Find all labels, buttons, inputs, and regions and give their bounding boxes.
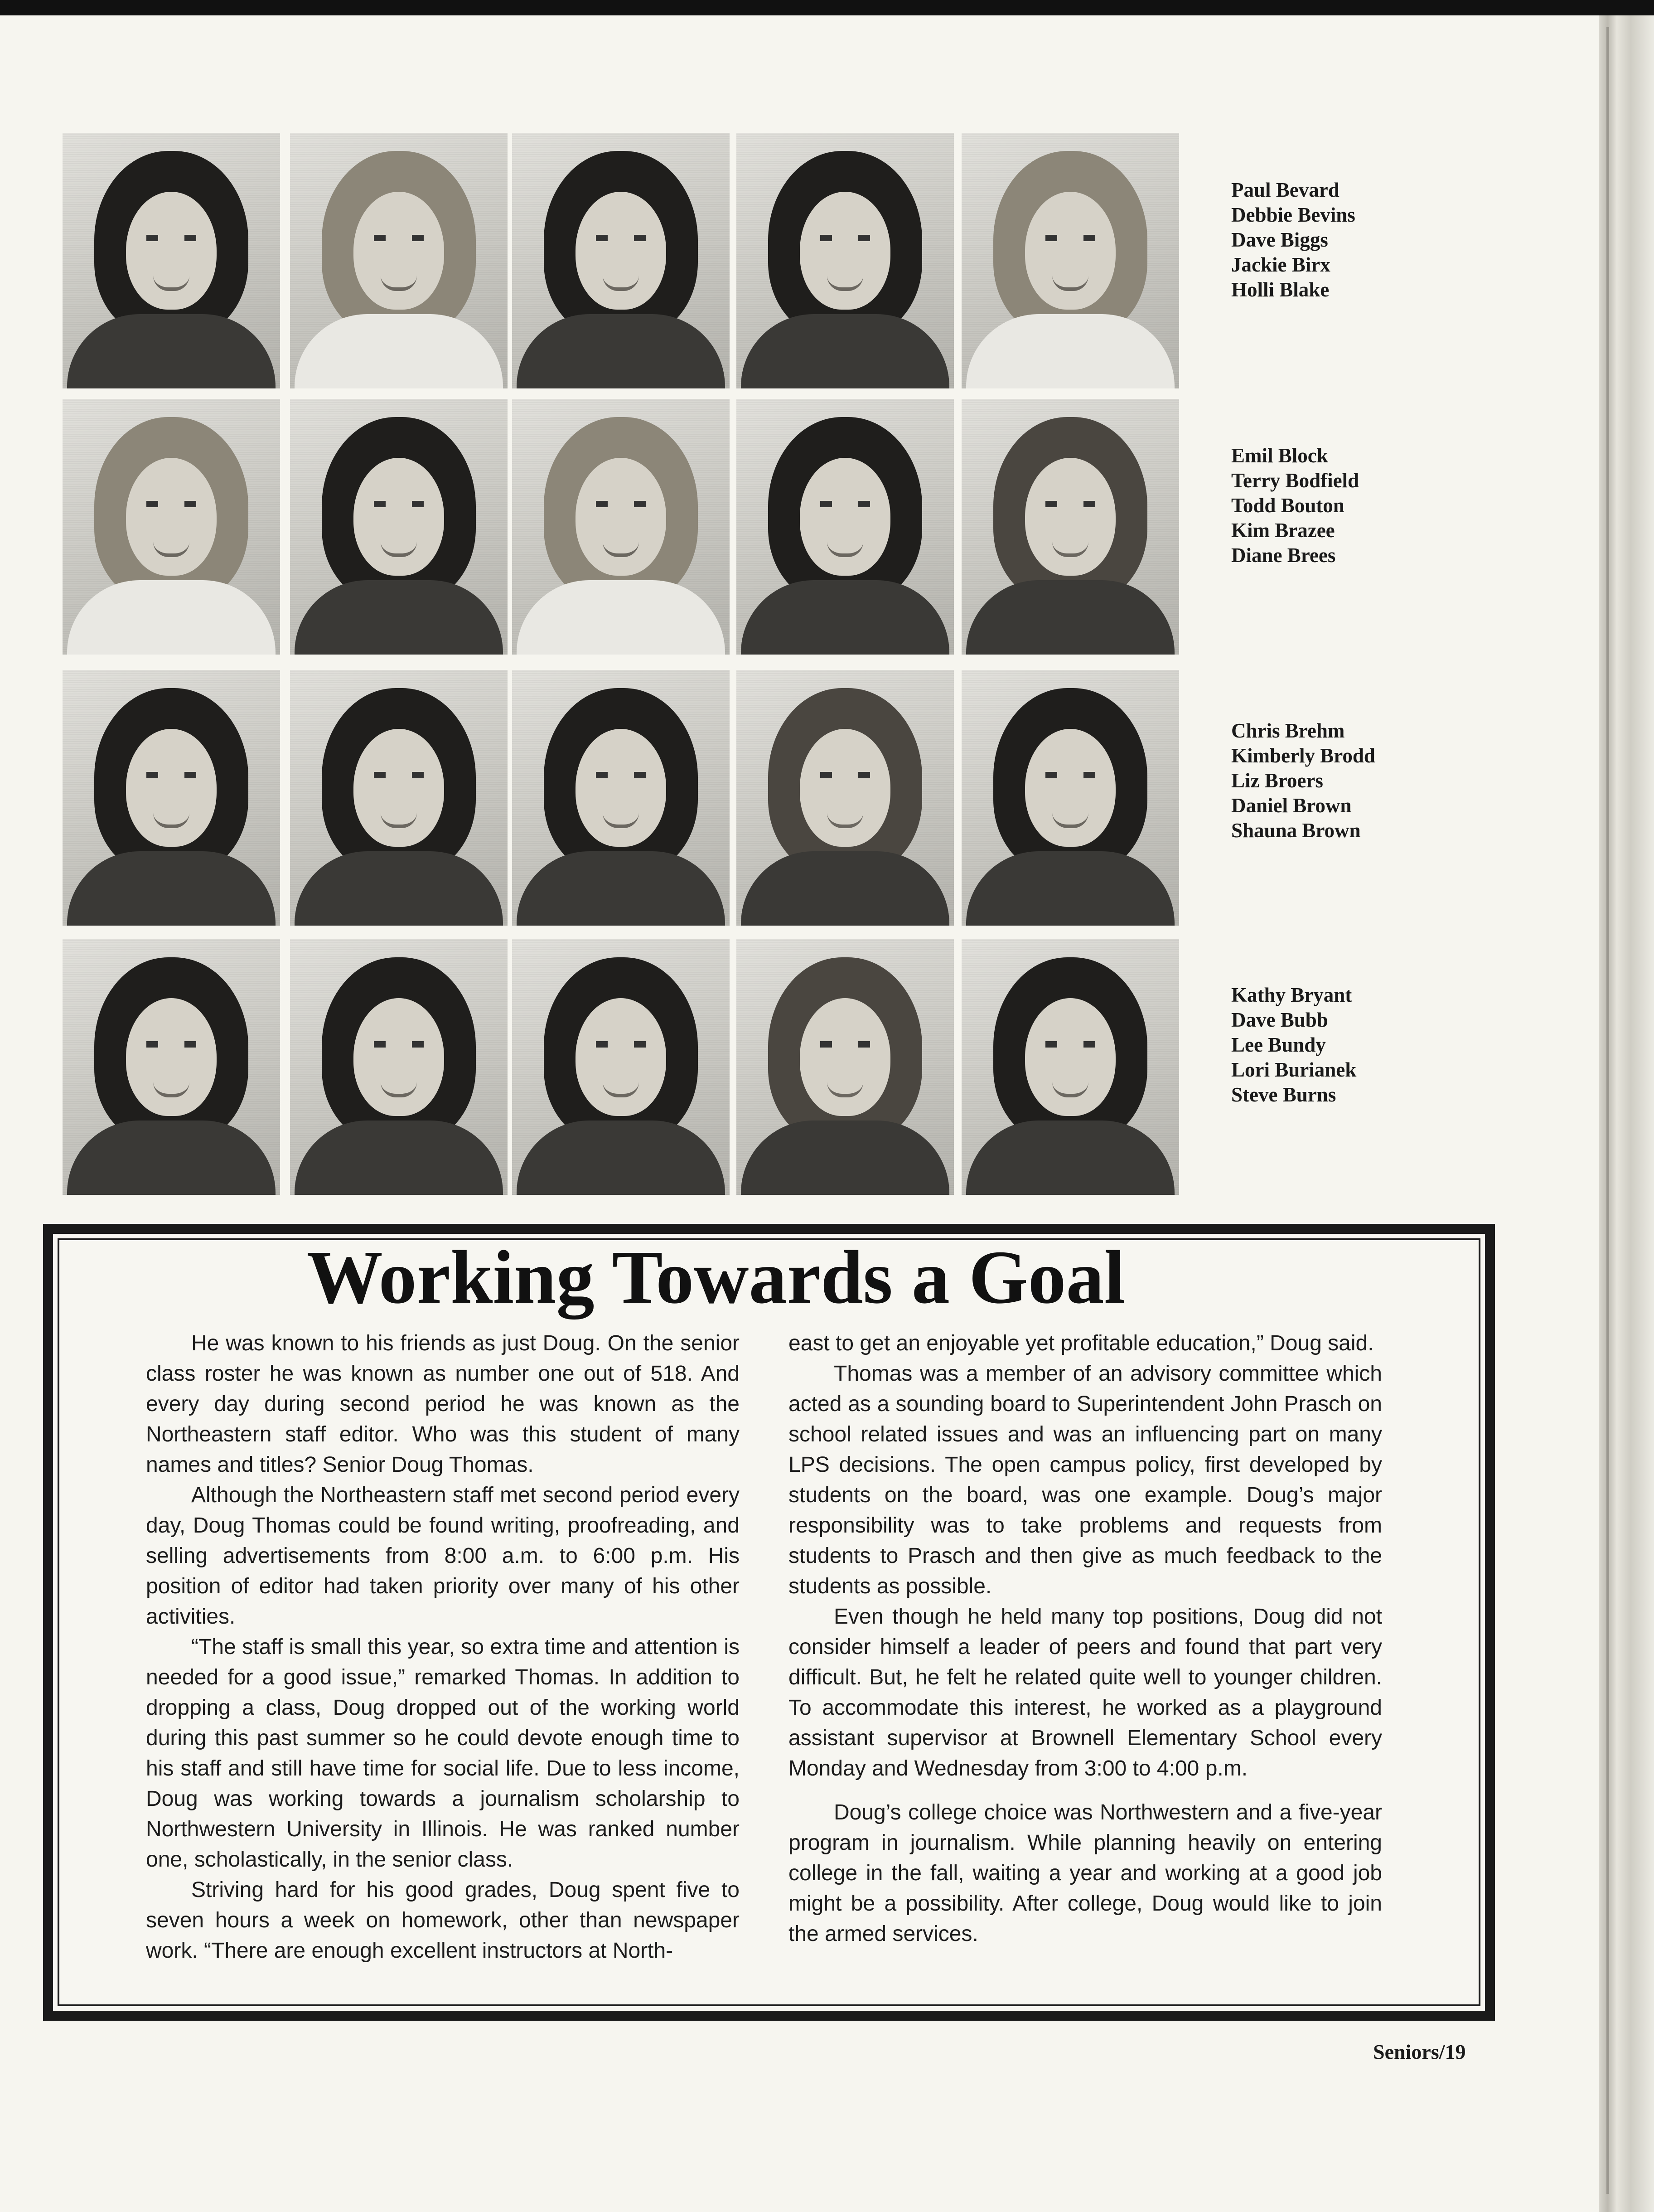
portrait-face bbox=[576, 192, 666, 310]
portrait-face bbox=[353, 458, 444, 576]
article-paragraph: Striving hard for his good grades, Doug spent five to seven hours a week on homework, other than newspaper work. “There are enough excellent instructors at North- bbox=[146, 1878, 740, 1963]
student-name: Kimberly Brodd bbox=[1231, 744, 1375, 767]
student-name: Lori Burianek bbox=[1231, 1058, 1357, 1081]
portrait-eyes bbox=[146, 501, 196, 507]
student-name: Emil Block bbox=[1231, 444, 1328, 467]
portrait-eyes bbox=[820, 501, 870, 507]
senior-portrait-photo bbox=[736, 670, 954, 926]
article-column-left bbox=[146, 1328, 740, 1966]
student-name: Kathy Bryant bbox=[1231, 984, 1352, 1006]
portrait-face bbox=[126, 458, 217, 576]
article-column-right bbox=[788, 1328, 1382, 1949]
senior-portrait-photo bbox=[63, 399, 280, 655]
senior-portrait-photo bbox=[63, 670, 280, 926]
portrait-face bbox=[576, 998, 666, 1116]
portrait-face bbox=[353, 998, 444, 1116]
student-name: Chris Brehm bbox=[1231, 719, 1345, 742]
portrait-eyes bbox=[146, 235, 196, 241]
senior-portrait-photo bbox=[736, 399, 954, 655]
student-name: Debbie Bevins bbox=[1231, 204, 1355, 226]
name-list-row-3 bbox=[1231, 718, 1375, 843]
portrait-eyes bbox=[374, 772, 424, 778]
portrait-face bbox=[576, 729, 666, 847]
portrait-face bbox=[800, 458, 890, 576]
portrait-face bbox=[1025, 458, 1116, 576]
portrait-eyes bbox=[1045, 235, 1095, 241]
senior-portrait-photo bbox=[512, 133, 730, 388]
senior-portrait-photo bbox=[290, 670, 508, 926]
portrait-eyes bbox=[374, 1041, 424, 1048]
senior-portrait-photo bbox=[63, 133, 280, 388]
portrait-face bbox=[126, 729, 217, 847]
portrait-eyes bbox=[1045, 1041, 1095, 1048]
article-paragraph: Even though he held many top positions, Doug did not consider himself a leader of peers and found that part very difficult. But, he felt he related quite well to younger children. To accommodate this interest, he worked as a playground assistant supervisor at Brownell Elementary School every Monday and Wednesday from 3:00 to 4:00 p.m. bbox=[788, 1605, 1382, 1780]
name-list-row-1 bbox=[1231, 178, 1355, 302]
student-name: Daniel Brown bbox=[1231, 794, 1352, 817]
article-paragraph: Although the Northeastern staff met second period every day, Doug Thomas could be found writing, proofreading, and selling advertisements from 8:00 a.m. to 6:00 p.m. His position of editor had taken priority over many of his other activities. bbox=[146, 1483, 740, 1629]
senior-portrait-photo bbox=[290, 939, 508, 1195]
portrait-eyes bbox=[596, 1041, 646, 1048]
name-list-row-4 bbox=[1231, 983, 1356, 1107]
binding-shadow bbox=[1606, 27, 1609, 2194]
student-name: Shauna Brown bbox=[1231, 819, 1361, 842]
portrait-eyes bbox=[374, 501, 424, 507]
portrait-face bbox=[1025, 998, 1116, 1116]
portrait-eyes bbox=[146, 772, 196, 778]
portrait-face bbox=[126, 998, 217, 1116]
portrait-eyes bbox=[596, 772, 646, 778]
portrait-eyes bbox=[374, 235, 424, 241]
senior-portrait-photo bbox=[290, 133, 508, 388]
student-name: Terry Bodfield bbox=[1231, 469, 1359, 492]
portrait-eyes bbox=[596, 235, 646, 241]
student-name: Holli Blake bbox=[1231, 278, 1330, 301]
page-footer: Seniors/19 bbox=[1373, 2040, 1466, 2063]
student-name: Steve Burns bbox=[1231, 1083, 1336, 1106]
student-name: Kim Brazee bbox=[1231, 519, 1335, 542]
portrait-face bbox=[800, 998, 890, 1116]
portrait-face bbox=[1025, 192, 1116, 310]
senior-portrait-photo bbox=[736, 133, 954, 388]
senior-portrait-photo bbox=[962, 399, 1179, 655]
student-name: Dave Biggs bbox=[1231, 228, 1328, 251]
student-name: Todd Bouton bbox=[1231, 494, 1344, 517]
portrait-eyes bbox=[146, 1041, 196, 1048]
student-name: Diane Brees bbox=[1231, 544, 1336, 567]
portrait-face bbox=[353, 729, 444, 847]
portrait-eyes bbox=[820, 1041, 870, 1048]
portrait-face bbox=[1025, 729, 1116, 847]
article-paragraph: He was known to his friends as just Doug. On the senior class roster he was known as number one out of 518. And every day during second period he was known as the Northeastern staff editor. Who was this student of many names and titles? Senior Doug Thomas. bbox=[146, 1331, 740, 1477]
article-paragraph: Doug’s college choice was Northwestern and a five-year program in journalism. While planning heavily on entering college in the fall, waiting a year and working at a good job might be a possibility. After college, Doug would like to join the armed services. bbox=[788, 1800, 1382, 1946]
senior-portrait-photo bbox=[962, 939, 1179, 1195]
portrait-face bbox=[126, 192, 217, 310]
senior-portrait-photo bbox=[512, 939, 730, 1195]
student-name: Jackie Birx bbox=[1231, 253, 1330, 276]
article-paragraph: east to get an enjoyable yet profitable education,” Doug said. bbox=[788, 1331, 1374, 1355]
student-name: Liz Broers bbox=[1231, 769, 1323, 792]
portrait-face bbox=[800, 192, 890, 310]
student-name: Paul Bevard bbox=[1231, 179, 1340, 201]
portrait-eyes bbox=[820, 235, 870, 241]
name-list-row-2 bbox=[1231, 443, 1359, 568]
portrait-face bbox=[353, 192, 444, 310]
senior-portrait-photo bbox=[736, 939, 954, 1195]
portrait-face bbox=[800, 729, 890, 847]
senior-portrait-photo bbox=[290, 399, 508, 655]
student-name: Dave Bubb bbox=[1231, 1009, 1328, 1031]
portrait-eyes bbox=[1045, 501, 1095, 507]
senior-portrait-photo bbox=[962, 133, 1179, 388]
article-paragraph: Thomas was a member of an advisory committee which acted as a sounding board to Superintendent John Prasch on school related issues and was an influencing part on many LPS decisions. The open campus policy, first developed by students on the board, was one example. Doug’s major responsibility was to take problems and requests from students to Prasch and then give as much feedback to the students as possible. bbox=[788, 1362, 1382, 1598]
portrait-eyes bbox=[596, 501, 646, 507]
student-name: Lee Bundy bbox=[1231, 1033, 1326, 1056]
portrait-eyes bbox=[1045, 772, 1095, 778]
senior-portrait-photo bbox=[63, 939, 280, 1195]
portrait-face bbox=[576, 458, 666, 576]
article-paragraph: “The staff is small this year, so extra time and attention is needed for a good issue,” remarked Thomas. In addition to dropping a class, Doug dropped out of the working world during this past summer so he could devote enough time to his staff and still have time for social life. Due to less income, Doug was working towards a journalism scholarship to Northwestern University in Illinois. He was ranked number one, scholastically, in the senior class. bbox=[146, 1635, 740, 1872]
article-headline: Working Towards a Goal bbox=[306, 1235, 1126, 1319]
senior-portrait-photo bbox=[512, 670, 730, 926]
portrait-eyes bbox=[820, 772, 870, 778]
scan-top-edge bbox=[0, 0, 1654, 15]
senior-portrait-photo bbox=[962, 670, 1179, 926]
senior-portrait-photo bbox=[512, 399, 730, 655]
